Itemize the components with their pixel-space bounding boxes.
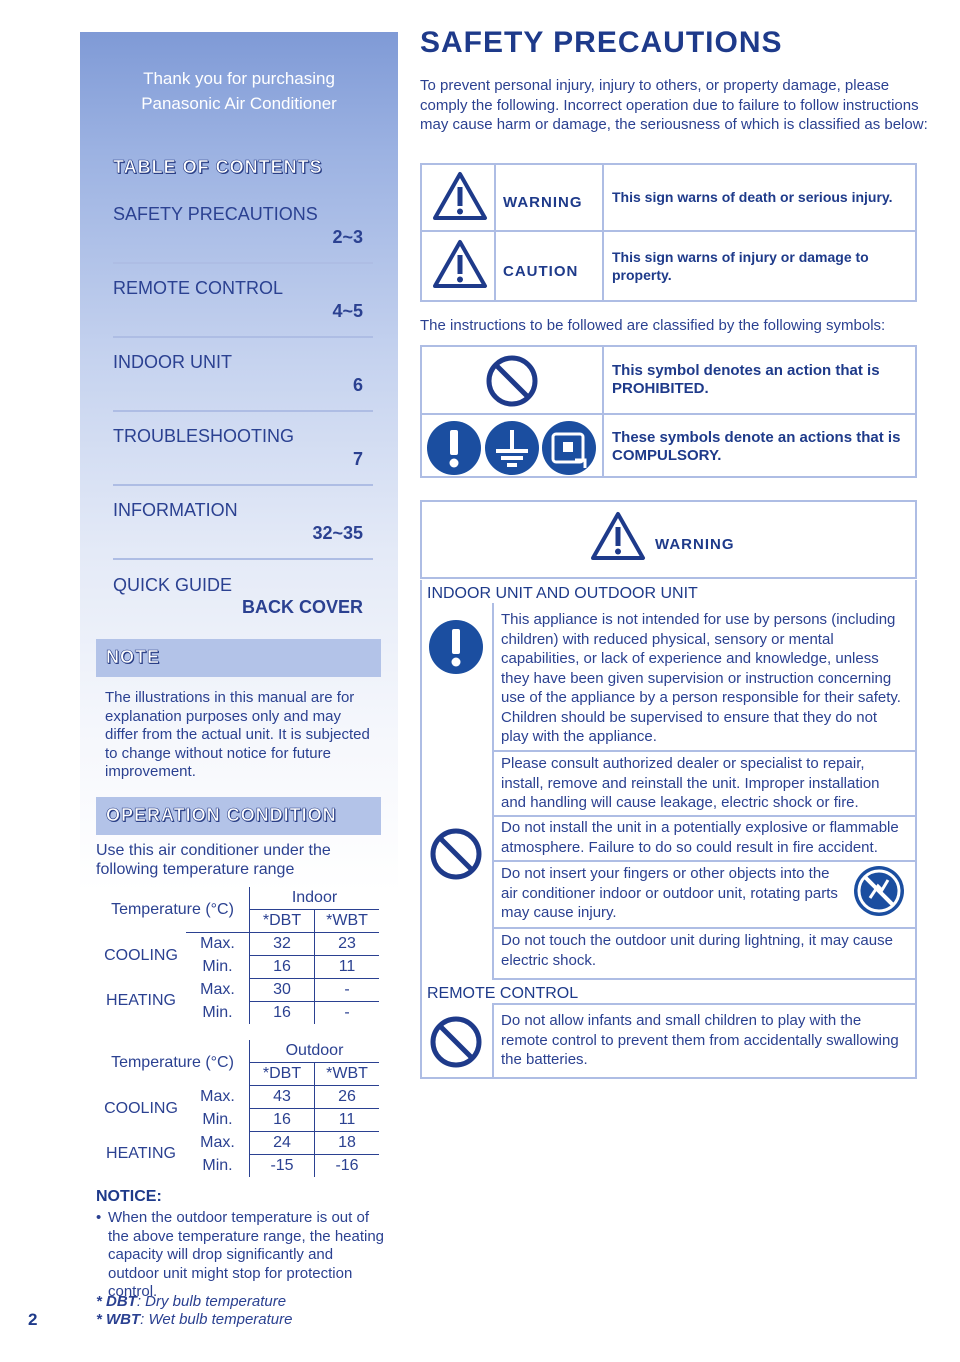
dbt-value: 16 [250,956,315,979]
bullet-glyph: • [96,1209,102,1226]
mode-label: HEATING [106,992,176,1010]
toc-page: 2~3 [332,227,363,247]
unplug-power-icon [541,420,597,476]
divider [492,978,915,980]
divider [494,163,496,300]
page-title: SAFETY PRECAUTIONS [420,26,783,59]
wbt-abbr: * WBT [96,1311,141,1328]
wbt-def: : Wet bulb temperature [140,1311,293,1328]
operation-condition-title: OPERATION CONDITION [106,805,337,825]
divider [492,927,915,929]
dbt-abbr: * DBT [96,1293,137,1310]
thanks-message [80,66,398,116]
outdoor-group-label: Outdoor [250,1040,380,1063]
divider [492,750,915,752]
divider [420,413,917,415]
note-header [96,639,381,677]
divider [602,163,604,300]
divider [492,1003,915,1005]
toc-label: TROUBLESHOOTING [113,426,295,446]
toc-page: 6 [352,375,363,395]
warning-item: Do not allow infants and small children to play with the remote control to prevent them from accidentally swallowing the batteries. [501,1012,899,1068]
toc-label: INDOOR UNIT [113,352,232,372]
warning-item: This appliance is not intended for use by persons (including children) with reduced physical, sensory or mental capabilities, or lack of experience and knowledge, unless they have been given supervision or instruction concerning use of the appliance by a person responsible for their safety. Children should be supervised to ensure that they do not play with the appliance. [501,611,901,745]
outdoor-temperature-table [96,1040,379,1177]
warning-triangle-icon [432,170,488,222]
toc-divider [113,262,373,264]
warning-description: This sign warns of death or serious injury. [612,189,893,205]
note-text: The illustrations in this manual are for explanation purposes only and may differ from the actual unit. It is subjected to change without notice for future improvement. [105,689,370,780]
limit-label: Min. [202,1111,233,1128]
toc-page: 4~5 [332,301,363,321]
compulsory-description: These symbols denote an actions that is COMPULSORY. [612,429,901,464]
toc-item-indoor[interactable] [113,352,373,402]
prohibited-icon [484,353,540,409]
toc-item-quick-guide[interactable] [113,575,373,625]
dbt-header: *DBT [250,1063,315,1086]
wbt-header: *WBT [315,1063,380,1086]
toc-divider [113,336,373,338]
limit-label: Min. [202,1003,233,1021]
limit-label: Max. [200,981,235,998]
warning-word: WARNING [503,194,583,211]
toc-item-troubleshooting[interactable] [113,426,373,476]
wbt-value: 26 [315,1086,380,1109]
notice-text: When the outdoor temperature is out of the above temperature range, the heating capacity will drop significantly and outdoor unit might stop for protection control. [108,1209,385,1300]
wbt-value: 11 [315,956,380,979]
toc-title: TABLE OF CONTENTS [113,157,323,177]
mode-label: COOLING [104,1099,178,1117]
section-title: REMOTE CONTROL [427,985,579,1002]
no-fingers-in-fan-icon [852,864,906,918]
divider [492,1003,494,1079]
toc-item-information[interactable] [113,500,373,550]
toc-page: 32~35 [312,523,363,543]
dbt-definition [96,1293,286,1311]
divider [492,603,494,979]
toc-divider [113,558,373,560]
warning-item: Do not insert your fingers or other objects into the air conditioner indoor or outdoor unit, rotating parts may cause injury. [501,865,838,921]
toc-label: SAFETY PRECAUTIONS [113,204,318,224]
wbt-value: - [315,1002,380,1025]
indoor-temperature-table [96,887,379,1024]
thanks-line-1: Thank you for purchasing [143,69,335,88]
warning-item: Please consult authorized dealer or specialist to repair, install, remove and reinstall the unit. Improper installation and handling will cause leakage, electric shock or fire. [501,755,880,811]
section-title: INDOOR UNIT AND OUTDOOR UNIT [427,585,698,602]
prohibited-icon [428,1014,484,1070]
toc-label: QUICK GUIDE [113,575,233,595]
warning-header-triangle-icon [590,510,646,562]
operation-condition-header [96,797,381,835]
symbols-intro: The instructions to be followed are classified by the following symbols: [420,317,886,334]
wbt-header: *WBT [315,910,380,933]
section-remote-control-title [427,985,578,1003]
divider [602,345,604,476]
limit-label: Max. [200,1134,235,1151]
dbt-value: 16 [250,1002,315,1025]
dbt-value: 43 [250,1086,315,1109]
prohibited-description: This symbol denotes an action that is PROHIBITED. [612,362,880,397]
dbt-value: -15 [250,1155,315,1178]
mode-label: HEATING [106,1145,176,1163]
dbt-value: 16 [250,1109,315,1132]
limit-label: Min. [202,1156,233,1174]
operation-text: Use this air conditioner under the following temperature range [96,842,331,878]
caution-word: CAUTION [503,263,579,280]
note-title: NOTE [106,647,161,667]
toc-divider [113,410,373,412]
caution-triangle-icon [432,238,488,290]
toc-page: 7 [352,449,363,469]
earth-ground-icon [484,420,540,476]
temp-label: Temperature (°C) [111,1053,234,1071]
limit-label: Max. [186,933,250,956]
wbt-value: 11 [315,1109,380,1132]
wbt-value: 23 [315,933,380,956]
dbt-value: 30 [250,979,315,1002]
warning-header-word: WARNING [655,536,735,553]
warning-item: Do not touch the outdoor unit during lightning, it may cause electric shock. [501,932,893,969]
wbt-value: -16 [315,1155,380,1178]
toc-label: INFORMATION [113,500,238,520]
thanks-line-2: Panasonic Air Conditioner [141,94,337,113]
divider [492,815,915,817]
dbt-header: *DBT [250,910,315,933]
toc-item-safety[interactable] [113,204,373,254]
mode-label: COOLING [104,946,178,964]
dbt-value: 24 [250,1132,315,1155]
wbt-definition [96,1311,292,1329]
prohibited-icon [428,826,484,882]
toc-item-remote[interactable] [113,278,373,328]
dbt-def: : Dry bulb temperature [136,1293,287,1310]
compulsory-exclamation-icon [428,619,484,675]
page-number: 2 [28,1310,38,1329]
toc-page: BACK COVER [241,597,363,617]
warning-item: Do not install the unit in a potentially explosive or flammable atmosphere. Failure to do so could result in fire accident. [501,819,899,856]
dbt-value: 32 [250,933,315,956]
section-indoor-outdoor-title [427,585,698,603]
notice-title: NOTICE: [96,1188,162,1205]
compulsory-exclamation-icon [426,420,482,476]
intro-text: To prevent personal injury, injury to others, or property damage, please comply the following. Incorrect operation due to failure to follow instructions may cause harm or damage, the seriousness of which is classified as below: [420,77,928,133]
divider [492,860,915,862]
indoor-group-label: Indoor [250,887,380,910]
toc-label: REMOTE CONTROL [113,278,284,298]
wbt-value: - [315,979,380,1002]
temp-label: Temperature (°C) [111,900,234,918]
toc-divider [113,484,373,486]
wbt-value: 18 [315,1132,380,1155]
caution-description: This sign warns of injury or damage to property. [612,249,869,283]
limit-label: Max. [200,1088,235,1105]
limit-label: Min. [202,958,233,975]
